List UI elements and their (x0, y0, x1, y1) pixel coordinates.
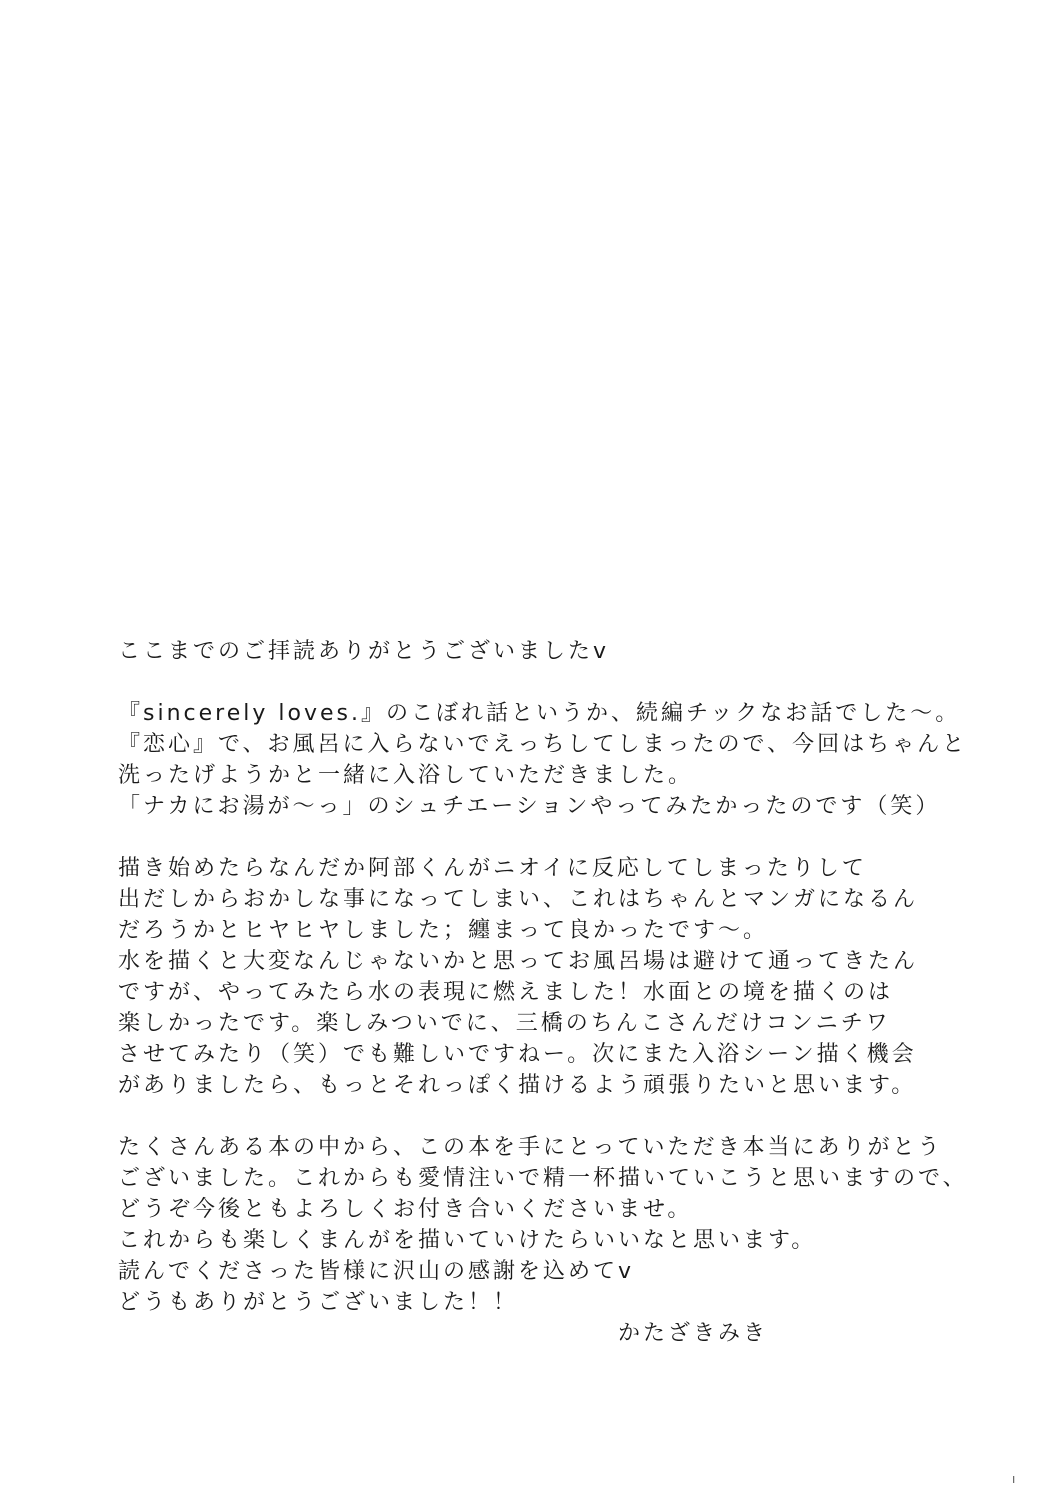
paragraph2-line: 楽しかったです。楽しみついでに、三橋のちんこさんだけコンニチワ (118, 1011, 891, 1036)
paragraph3-line: ございました。これからも愛情注いで精一杯描いていこうと思いますので、 (118, 1166, 968, 1191)
paragraph2-line: させてみたり（笑）でも難しいですねー。次にまた入浴シーン描く機会 (118, 1042, 917, 1067)
paragraph2-line: ですが、やってみたら水の表現に燃えました！水面との境を描くのは (118, 980, 894, 1005)
paragraph-gap (118, 822, 918, 853)
paragraph3-line: たくさんある本の中から、この本を手にとっていただき本当にありがとう (118, 1135, 943, 1160)
paragraph3-line: 読んでくださった皆様に沢山の感謝を込めてv (118, 1259, 635, 1284)
paragraph2-line: 水を描くと大変なんじゃないかと思ってお風呂場は避けて通ってきたん (118, 949, 919, 974)
page-mark: ı (1012, 1472, 1016, 1486)
paragraph3-line: どうぞ今後ともよろしくお付き合いくださいませ。 (118, 1197, 693, 1222)
paragraph1-line: 「ナカにお湯が～っ」のシュチエーションやってみたかったのです（笑） (118, 794, 941, 819)
paragraph1-line: 洗ったげようかと一緒に入浴していただきました。 (118, 763, 694, 788)
paragraph-gap (118, 1101, 918, 1132)
paragraph-gap (118, 667, 918, 698)
paragraph2-line: だろうかとヒヤヒヤしました；纏まって良かったです～。 (118, 918, 769, 943)
paragraph2-line: がありましたら、もっとそれっぽく描けるよう頑張りたいと思います。 (118, 1073, 917, 1098)
paragraph3-line: これからも楽しくまんがを描いていけたらいいなと思います。 (118, 1228, 817, 1253)
greeting-line: ここまでのご拝読ありがとうございましたv (118, 639, 610, 664)
paragraph2-line: 出だしからおかしな事になってしまい、これはちゃんとマンガになるん (118, 887, 919, 912)
paragraph1-line: 『恋心』で、お風呂に入らないでえっちしてしまったので、今回はちゃんと (118, 732, 968, 757)
paragraph1-line: 『sincerely loves.』のこぼれ話というか、続編チックなお話でした～。 (118, 701, 961, 726)
author-signature: かたざきみき (618, 1321, 769, 1346)
paragraph3-line: どうもありがとうございました！！ (118, 1290, 519, 1315)
afterword-text (118, 636, 968, 1318)
paragraph2-line: 描き始めたらなんだか阿部くんがニオイに反応してしまったりして (118, 856, 867, 881)
